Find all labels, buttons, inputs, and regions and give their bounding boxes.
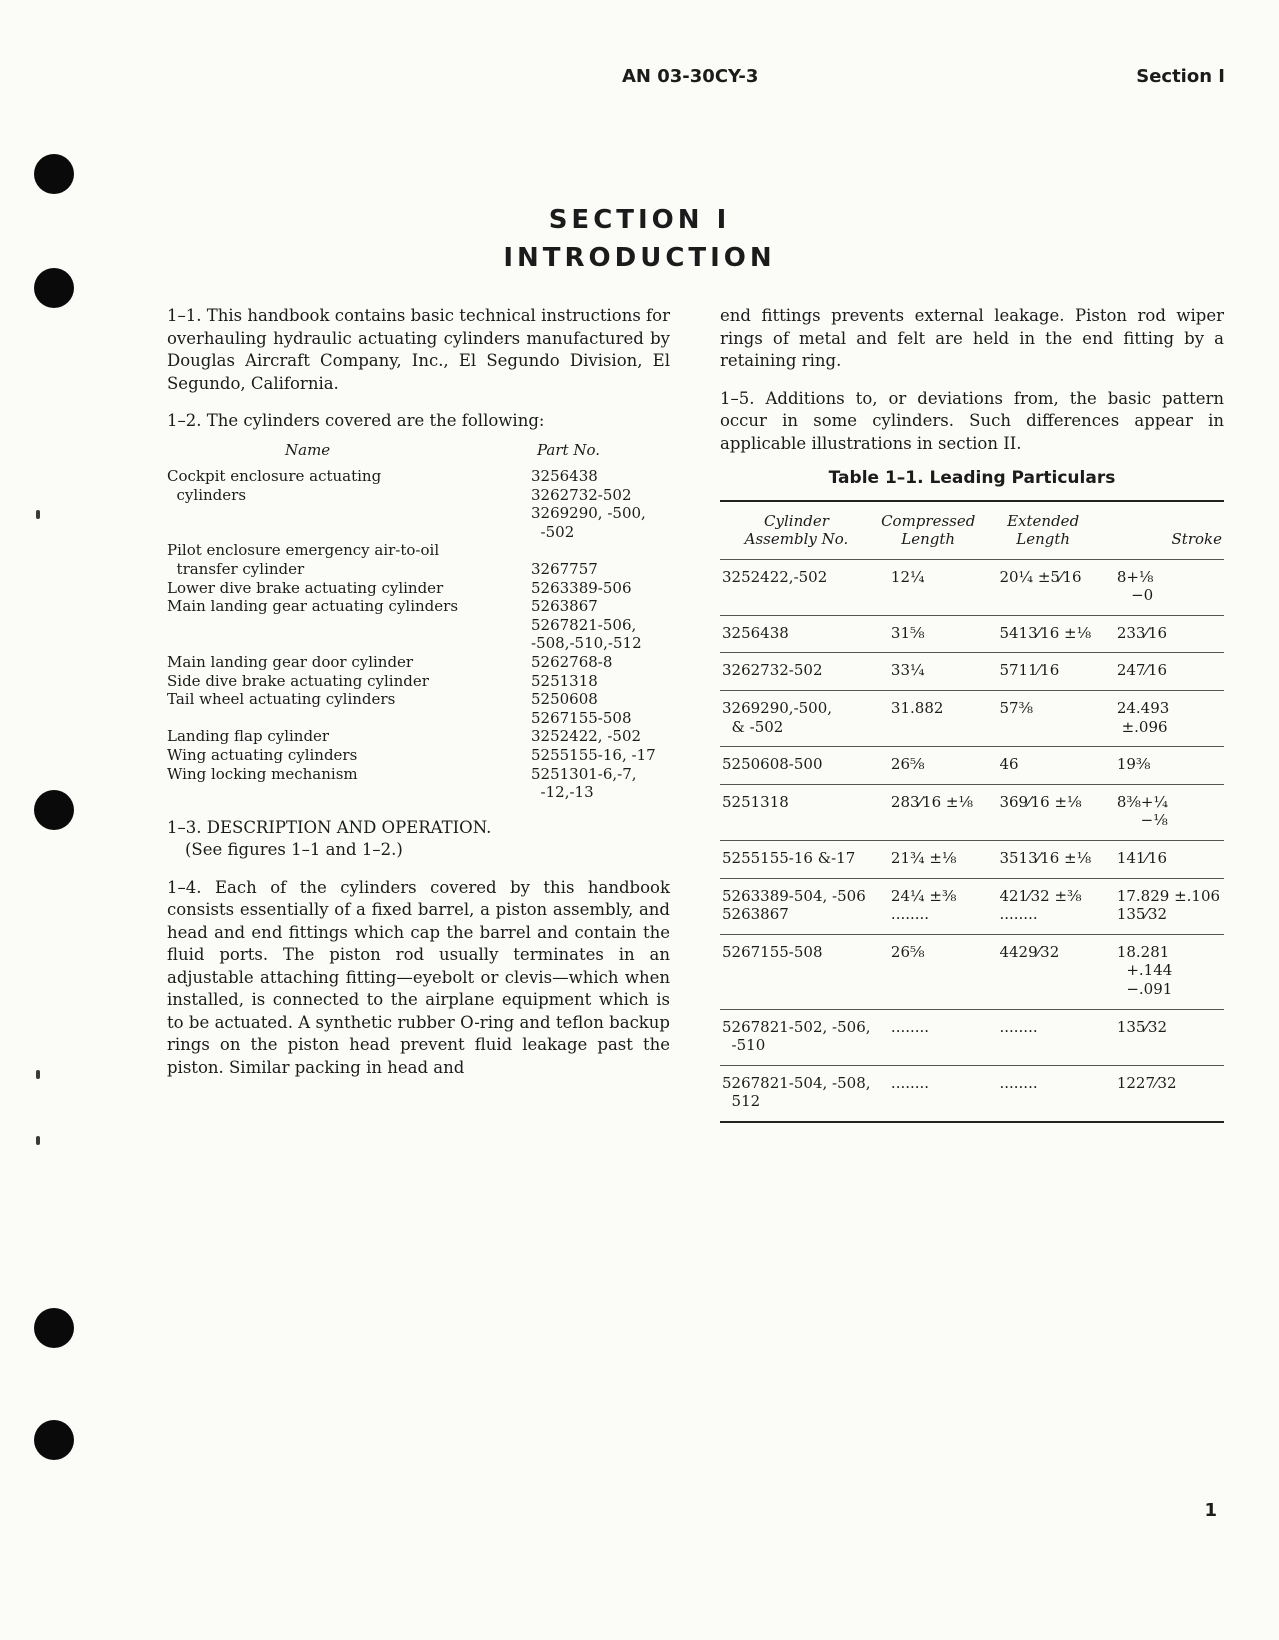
scan-speck bbox=[36, 1070, 40, 1079]
paragraph-1-4-continued: end fittings prevents external leakage. Piston rod wiper rings of metal and felt are held in the end fitting by a retaining ring. bbox=[720, 306, 1224, 370]
table-row bbox=[720, 878, 1224, 934]
parts-row bbox=[167, 504, 670, 523]
part-number: 3262732-502 bbox=[531, 485, 632, 504]
parts-row bbox=[167, 690, 670, 709]
table-cell: 5267821-504, -508, 512 bbox=[722, 1073, 871, 1111]
paragraph-1-4: 1–4. Each of the cylinders covered by this handbook consists essentially of a fixed barrel, a piston assembly, and head and end fittings which cap the barrel and contain the fluid ports. The piston rod usually terminates in an adjustable attaching fitting—eyebolt or clevis—which when installed, is connected to the airplane equipment which is to be actuated. A synthetic rubber O-ring and teflon backup rings on the piston head prevent fluid leakage past the piston. Similar packing in head and bbox=[167, 877, 670, 1077]
table-row bbox=[720, 653, 1224, 691]
part-number: 5251301-6,-7, bbox=[531, 764, 637, 783]
parts-row bbox=[167, 653, 670, 672]
table-cell: 31.882 bbox=[890, 699, 944, 718]
section-label: Section I bbox=[1136, 66, 1225, 87]
table-cell: 12¼ bbox=[890, 567, 925, 586]
part-name: Side dive brake actuating cylinder bbox=[167, 671, 429, 690]
paragraph-1-1: 1–1. This handbook contains basic technical instructions for overhauling hydraulic actuating cylinders manufactured by Douglas Aircraft Company, Inc., El Segundo Division, El Segundo, California. bbox=[167, 306, 670, 393]
table-cell: 26⅝ bbox=[890, 942, 925, 961]
table-cell: 5267155-508 bbox=[722, 942, 823, 961]
parts-row bbox=[167, 783, 670, 802]
table-cell: ........ bbox=[999, 1017, 1038, 1036]
part-name: Cockpit enclosure actuating bbox=[167, 467, 382, 486]
paragraph-1-3-title: 1–3. DESCRIPTION AND OPERATION. bbox=[167, 817, 492, 837]
parts-row bbox=[167, 486, 670, 505]
table-cell: ........ bbox=[890, 1017, 930, 1036]
parts-row bbox=[167, 467, 670, 486]
parts-row bbox=[167, 597, 670, 616]
part-number: 5251318 bbox=[531, 671, 598, 690]
part-name: Main landing gear door cylinder bbox=[167, 653, 414, 672]
parts-col-part: Part No. bbox=[537, 440, 600, 459]
part-number: -12,-13 bbox=[531, 783, 594, 802]
table-cell: 57⅜ bbox=[999, 699, 1034, 718]
table-row bbox=[720, 615, 1224, 653]
table-cell: 5413⁄16 ±⅛ bbox=[999, 623, 1092, 642]
part-number: 3252422, -502 bbox=[531, 727, 642, 746]
part-number: -508,-510,-512 bbox=[531, 634, 642, 653]
table-row bbox=[720, 691, 1224, 747]
section-title: SECTION I bbox=[548, 205, 731, 235]
parts-row bbox=[167, 616, 670, 635]
paragraph-1-5: 1–5. Additions to, or deviations from, the basic pattern occur in some cylinders. Such differences appear in applicable illustrations in section II. bbox=[720, 388, 1224, 453]
scan-speck bbox=[36, 510, 40, 519]
part-name: Lower dive brake actuating cylinder bbox=[167, 578, 444, 597]
table-cell: 21¾ ±⅛ bbox=[890, 849, 957, 868]
table-cell: 5267821-502, -506, -510 bbox=[722, 1017, 871, 1055]
table-cell: 3256438 bbox=[722, 623, 789, 642]
part-number: 3269290, -500, bbox=[531, 504, 646, 523]
binder-hole bbox=[34, 1308, 74, 1348]
table-row bbox=[720, 747, 1224, 785]
table-row bbox=[720, 934, 1224, 1009]
part-number: 5255155-16, -17 bbox=[531, 746, 656, 764]
table-cell: 233⁄16 bbox=[1116, 623, 1168, 642]
table-cell: 24¼ ±⅜ ........ bbox=[890, 886, 957, 924]
right-column bbox=[720, 305, 1224, 1123]
table-cell: 18.281 +.144 −.091 bbox=[1116, 942, 1173, 998]
part-number: 5267821-506, bbox=[531, 615, 637, 634]
scan-speck bbox=[36, 1136, 40, 1145]
binder-hole bbox=[34, 790, 74, 830]
paragraph-1-2: 1–2. The cylinders covered are the following: bbox=[167, 411, 545, 430]
table-header-0: Cylinder Assembly No. bbox=[744, 511, 849, 549]
part-name: transfer cylinder bbox=[167, 560, 305, 579]
table-header-3: Stroke bbox=[1171, 530, 1222, 549]
parts-row bbox=[167, 709, 670, 728]
table-cell: 33¼ bbox=[890, 661, 925, 680]
part-name: Tail wheel actuating cylinders bbox=[167, 690, 396, 709]
table-cell: 141⁄16 bbox=[1116, 849, 1168, 868]
table-cell: 1227⁄32 bbox=[1116, 1073, 1177, 1092]
page-number: 1 bbox=[1204, 1500, 1217, 1521]
binder-hole bbox=[34, 154, 74, 194]
parts-row bbox=[167, 634, 670, 653]
binder-hole bbox=[34, 1420, 74, 1460]
parts-row bbox=[167, 727, 670, 746]
table-row bbox=[720, 784, 1224, 840]
table-cell: 17.829 ±.106 135⁄32 bbox=[1116, 886, 1221, 924]
table-cell: 26⅝ bbox=[890, 755, 925, 774]
part-number: -502 bbox=[531, 522, 575, 541]
table-cell: 31⅝ bbox=[890, 623, 925, 642]
table-cell: 5263389-504, -506 5263867 bbox=[722, 886, 866, 924]
parts-list bbox=[167, 441, 670, 802]
table-cell: 8⅜+¼ −⅛ bbox=[1116, 792, 1169, 830]
section-subtitle: INTRODUCTION bbox=[503, 243, 776, 273]
table-header-2: Extended Length bbox=[1007, 511, 1080, 549]
part-number: 5262768-8 bbox=[531, 653, 613, 672]
part-number: 5263389-506 bbox=[531, 578, 632, 597]
parts-row bbox=[167, 746, 670, 765]
part-name: Wing locking mechanism bbox=[167, 764, 358, 783]
table-cell: ........ bbox=[890, 1073, 930, 1092]
parts-row bbox=[167, 541, 670, 560]
part-number: 5250608 bbox=[531, 690, 598, 709]
doc-number: AN 03-30CY-3 bbox=[622, 66, 759, 87]
table-cell: 247⁄16 bbox=[1116, 661, 1168, 680]
binder-hole bbox=[34, 268, 74, 308]
paragraph-1-3-sub: (See figures 1–1 and 1–2.) bbox=[185, 840, 403, 860]
table-cell: 4429⁄32 bbox=[999, 942, 1060, 961]
table-cell: 135⁄32 bbox=[1116, 1017, 1168, 1036]
table-title: Table 1–1. Leading Particulars bbox=[828, 468, 1116, 488]
part-number: 5263867 bbox=[531, 597, 598, 616]
table-cell: 24.493 ±.096 bbox=[1116, 699, 1170, 736]
table-cell: 3513⁄16 ±⅛ bbox=[999, 849, 1092, 868]
left-column bbox=[167, 305, 670, 1079]
table-cell: 3262732-502 bbox=[722, 661, 823, 680]
part-number: 5267155-508 bbox=[531, 708, 632, 727]
table-cell: 5711⁄16 bbox=[999, 661, 1060, 680]
table-cell: 46 bbox=[999, 755, 1019, 774]
table-cell: ........ bbox=[999, 1073, 1038, 1092]
table-cell: 3269290,-500, & -502 bbox=[722, 699, 833, 736]
table-row bbox=[720, 1065, 1224, 1122]
table-row bbox=[720, 559, 1224, 615]
part-name: Wing actuating cylinders bbox=[167, 746, 358, 764]
table-cell: 8+⅛ −0 bbox=[1116, 567, 1154, 605]
table-cell: 369⁄16 ±⅛ bbox=[999, 792, 1082, 811]
parts-row bbox=[167, 523, 670, 542]
part-name: Landing flap cylinder bbox=[167, 727, 330, 746]
part-number: 3267757 bbox=[531, 560, 598, 579]
table-cell: 19⅜ bbox=[1116, 755, 1151, 774]
part-number: 3256438 bbox=[531, 467, 598, 486]
parts-row bbox=[167, 672, 670, 691]
parts-row bbox=[167, 560, 670, 579]
parts-row bbox=[167, 765, 670, 784]
parts-col-name: Name bbox=[285, 440, 331, 459]
table-row bbox=[720, 1009, 1224, 1065]
part-name: Pilot enclosure emergency air-to-oil bbox=[167, 541, 440, 560]
table-cell: 5255155-16 &-17 bbox=[722, 849, 856, 868]
table-row bbox=[720, 841, 1224, 879]
leading-particulars-table bbox=[720, 500, 1224, 1123]
table-cell: 20¼ ±5⁄16 bbox=[999, 567, 1082, 586]
parts-row bbox=[167, 579, 670, 598]
part-name: cylinders bbox=[167, 485, 247, 504]
table-cell: 5250608-500 bbox=[722, 755, 823, 774]
table-header-1: Compressed Length bbox=[881, 511, 976, 549]
table-cell: 283⁄16 ±⅛ bbox=[890, 792, 974, 811]
table-cell: 3252422,-502 bbox=[722, 567, 828, 586]
part-name: Main landing gear actuating cylinders bbox=[167, 597, 459, 616]
table-cell: 421⁄32 ±⅜ ........ bbox=[999, 886, 1082, 924]
table-cell: 5251318 bbox=[722, 792, 789, 811]
